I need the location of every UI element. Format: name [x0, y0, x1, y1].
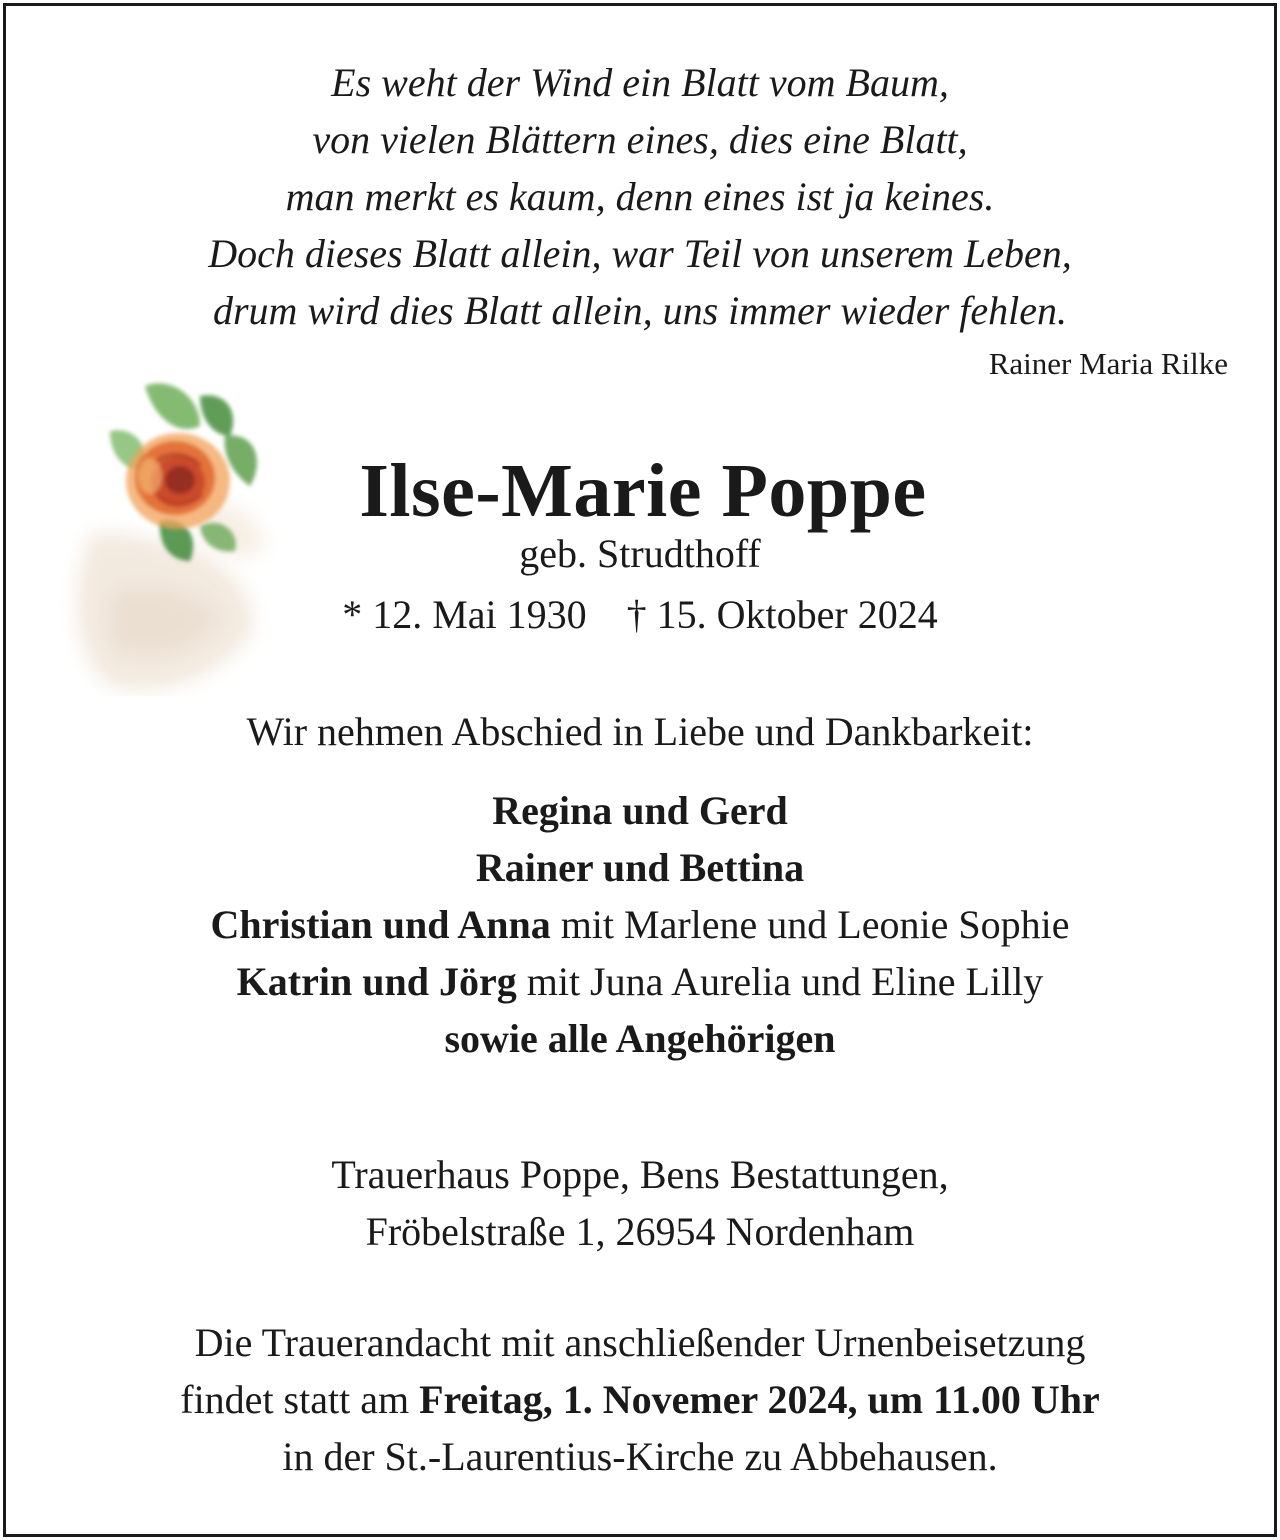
life-dates — [6, 589, 1274, 641]
mourner-line — [6, 896, 1274, 953]
funeral-service-info — [6, 1314, 1274, 1485]
service-intro: findet statt am — [180, 1377, 420, 1422]
poem-line: man merkt es kaum, denn eines ist ja keines. — [285, 174, 995, 219]
poem-author: Rainer Maria Rilke — [988, 346, 1228, 381]
poem — [6, 54, 1274, 339]
mourner-names: Katrin und Jörg — [236, 959, 517, 1004]
poem-line: Doch dieses Blatt allein, war Teil von unserem Leben, — [208, 231, 1072, 276]
service-date-time: Freitag, 1. Novemer 2024, um 11.00 Uhr — [419, 1377, 1100, 1422]
obituary-notice — [3, 3, 1277, 1537]
address-line: Fröbelstraße 1, 26954 Nordenham — [365, 1209, 915, 1254]
deceased-name: Ilse-Marie Poppe — [359, 449, 927, 533]
farewell-text: Wir nehmen Abschied in Liebe und Dankbarkeit: — [246, 709, 1034, 754]
address-line: Trauerhaus Poppe, Bens Bestattungen, — [331, 1152, 949, 1197]
birth-name: geb. Strudthoff — [519, 531, 761, 576]
mourning-house-address — [6, 1146, 1274, 1260]
mourner-extra: mit Marlene und Leonie Sophie — [550, 902, 1070, 947]
poem-line: drum wird dies Blatt allein, uns immer wieder fehlen. — [212, 288, 1067, 333]
mourner-line — [6, 953, 1274, 1010]
mourner-extra: mit Juna Aurelia und Eline Lilly — [516, 959, 1044, 1004]
mourner-line — [6, 839, 1274, 896]
mourner-names: Regina und Gerd — [492, 788, 788, 833]
mourner-names: Christian und Anna — [210, 902, 551, 947]
mourner-names: Rainer und Bettina — [475, 845, 805, 890]
mourner-line — [6, 1010, 1274, 1067]
mourner-names: sowie alle Angehörigen — [444, 1016, 836, 1061]
death-date: † 15. Oktober 2024 — [626, 592, 938, 637]
mourners-list — [6, 782, 1274, 1067]
mourner-line — [6, 782, 1274, 839]
birth-date: * 12. Mai 1930 — [342, 592, 587, 637]
poem-line: von vielen Blättern eines, dies eine Blatt, — [312, 117, 968, 162]
service-line: Die Trauerandacht mit anschließender Urnenbeisetzung — [194, 1320, 1086, 1365]
service-line: in der St.-Laurentius-Kirche zu Abbehausen. — [282, 1434, 998, 1479]
service-line — [6, 1371, 1274, 1428]
poem-line: Es weht der Wind ein Blatt vom Baum, — [331, 60, 949, 105]
